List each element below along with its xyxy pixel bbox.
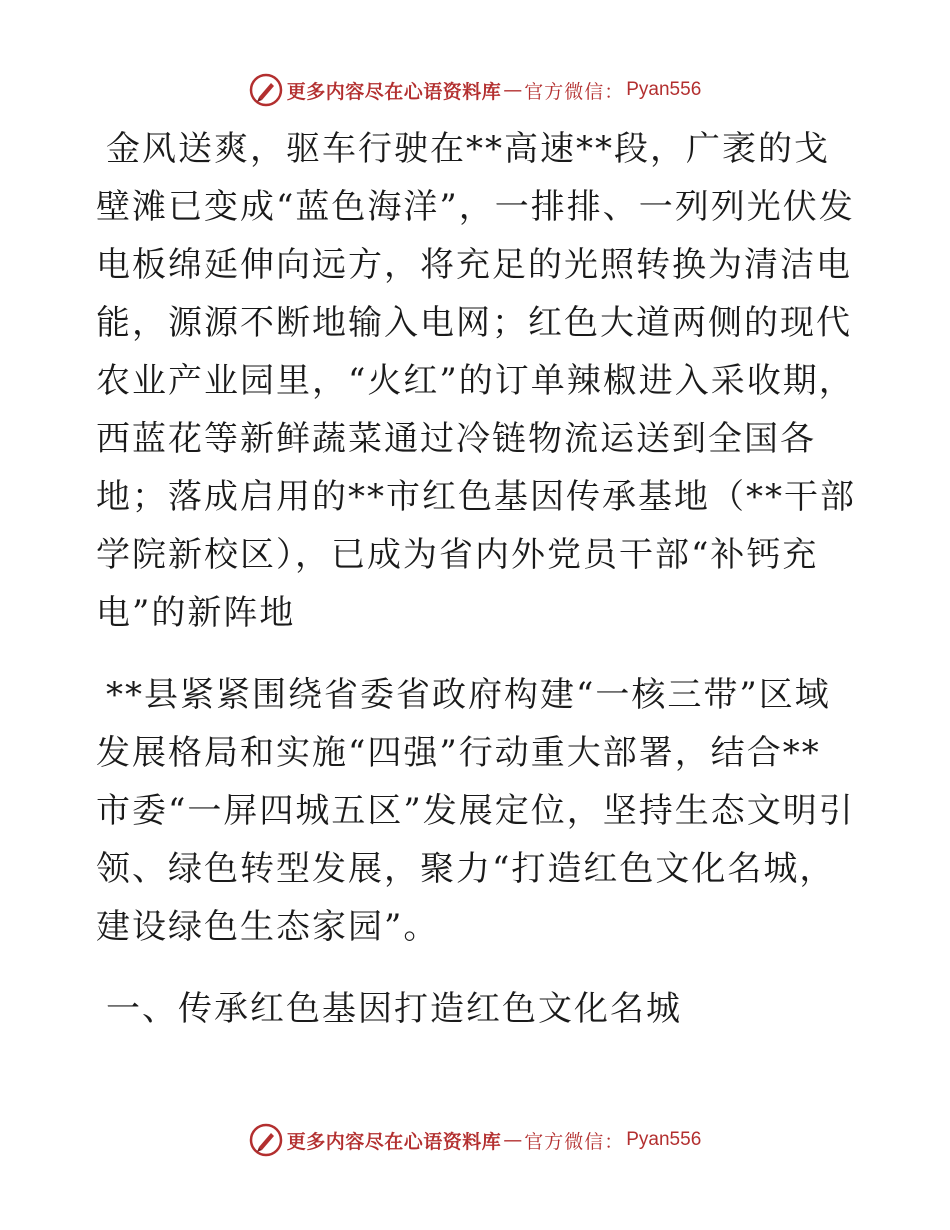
banner-text: 更多内容尽在心语资料库 xyxy=(286,1130,502,1153)
banner-text: 更多内容尽在心语资料库 xyxy=(286,80,502,103)
header-watermark-banner xyxy=(0,70,950,110)
pen-logo-icon xyxy=(249,73,283,107)
paragraph-1: 金风送爽，驱车行驶在**高速**段，广袤的戈壁滩已变成“蓝色海洋”，一排排、一列列光伏发电板绵延伸向远方，将充足的光照转换为清洁电能，源源不断地输入电网；红色大道两侧的现代农业产业园里，“火红”的订单辣椒进入采收期，西蓝花等新鲜蔬菜通过冷链物流运送到全国各地；落成启用的**市红色基因传承基地（**干部学院新校区），已成为省内外党员干部“补钙充电”的新阵地 xyxy=(96,129,856,633)
pen-logo-icon xyxy=(249,1123,283,1157)
banner-wechat-id: Pyan556 xyxy=(626,79,702,100)
document-body xyxy=(96,120,856,1038)
banner-dash: — xyxy=(503,1129,523,1151)
banner-wechat-id: Pyan556 xyxy=(626,1129,702,1150)
banner-wechat-label: 官方微信： xyxy=(524,80,625,103)
banner-dash: — xyxy=(503,79,523,101)
footer-watermark-banner xyxy=(0,1120,950,1160)
paragraph-2: **县紧紧围绕省委省政府构建“一核三带”区域发展格局和实施“四强”行动重大部署，结合**市委“一屏四城五区”发展定位，坚持生态文明引领、绿色转型发展，聚力“打造红色文化名城，建设绿色生态家园”。 xyxy=(96,675,855,947)
section-heading: 一、传承红色基因打造红色文化名城 xyxy=(106,989,682,1029)
banner-wechat-label: 官方微信： xyxy=(524,1130,625,1153)
